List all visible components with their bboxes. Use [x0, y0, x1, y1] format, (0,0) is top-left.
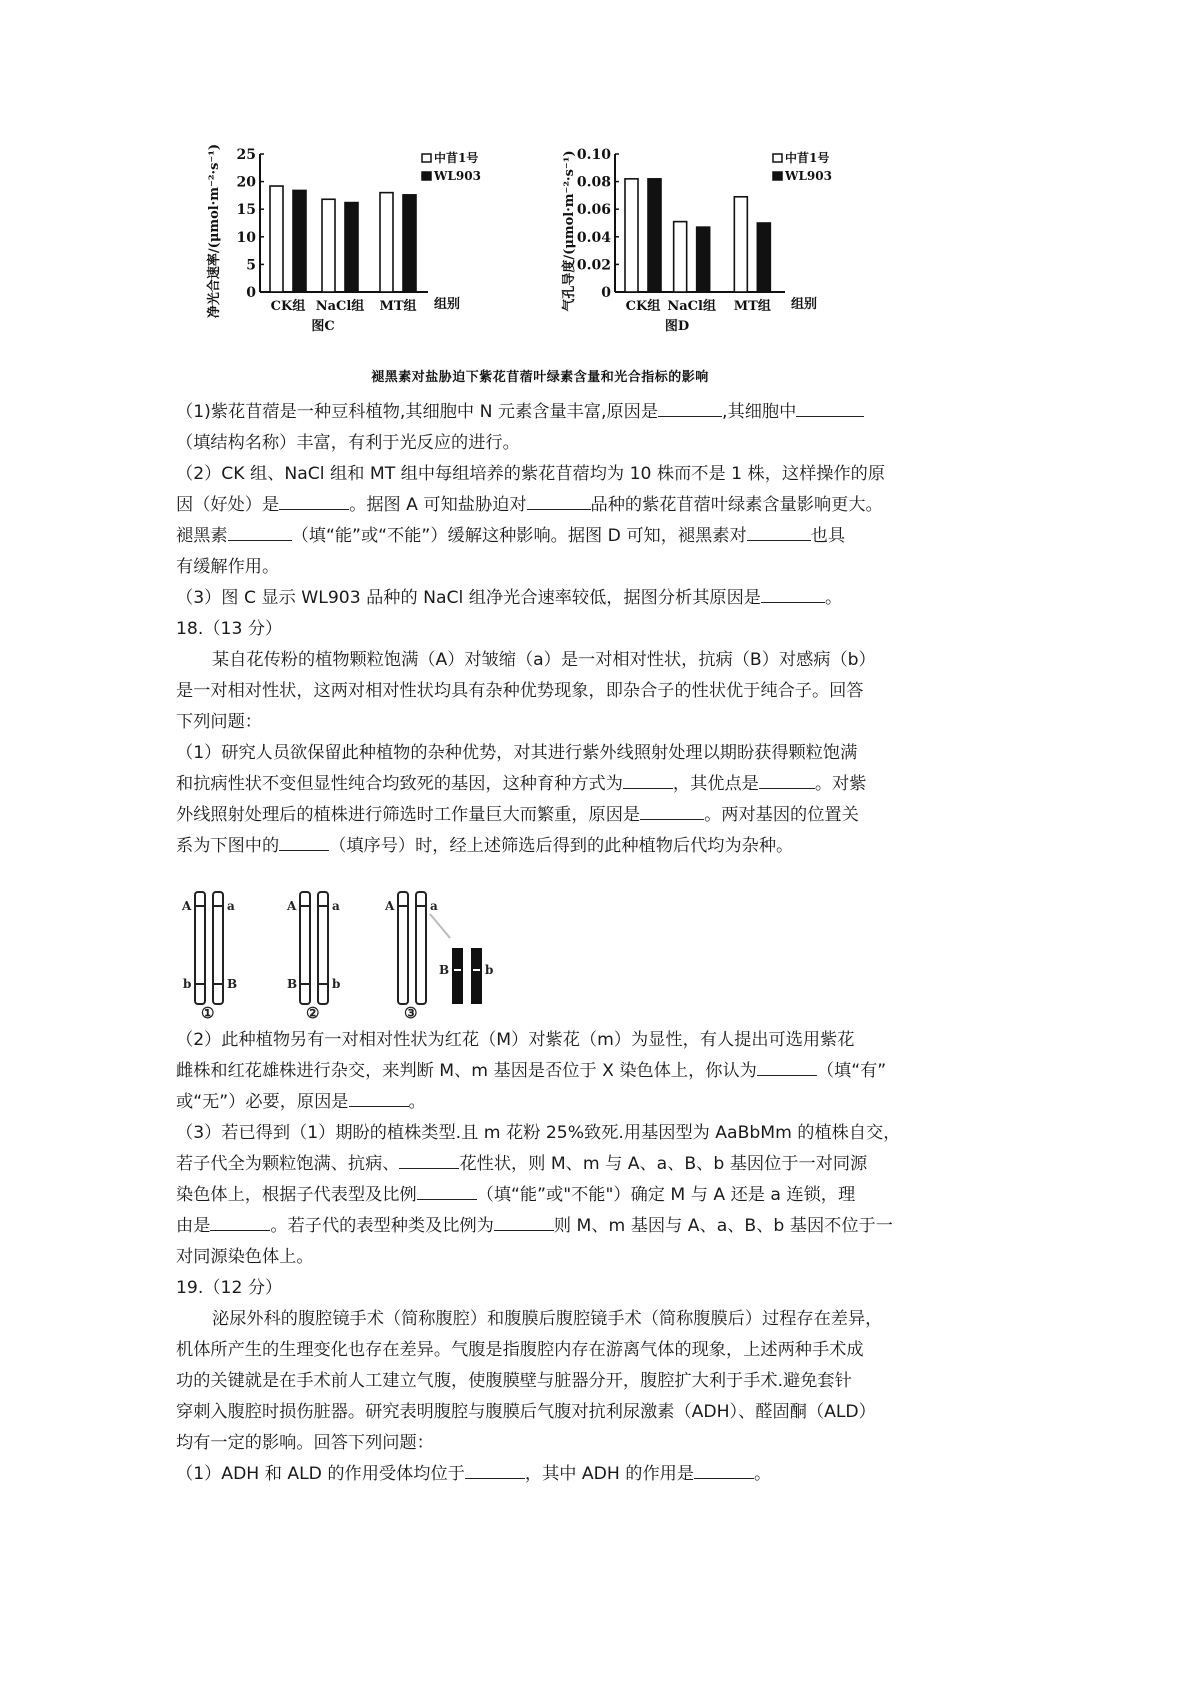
gene-label: B [439, 963, 450, 977]
q18-text: （填“能”或"不能"）确定 M 与 A 还是 a 连锁，理 [476, 1185, 856, 1205]
chromosome [300, 892, 310, 1004]
legend-label: 中苜1号 [785, 151, 830, 165]
chromosome [213, 892, 223, 1004]
q18-text: 。两对基因的位置关 [704, 805, 859, 825]
q18-text: 雌株和红花雄株进行杂交，来判断 M、m 基因是否位于 X 染色体上，你认为 [176, 1061, 757, 1081]
gene-label: a [332, 899, 340, 913]
diagram-2 [286, 892, 340, 1020]
q18-heading: 18.（13 分） [176, 619, 283, 639]
q18-text: 某自花传粉的植物颗粒饱满（A）对皱缩（a）是一对相对性状，抗病（B）对感病（b） [212, 650, 876, 670]
q17-text: （2）CK 组、NaCl 组和 MT 组中每组培养的紫花苜蓿均为 10 株而不是 1 株，这样操作的原 [176, 464, 886, 484]
gene-label: A [182, 899, 192, 913]
gene-label: b [485, 963, 494, 977]
q17-text: （填结构名称）丰富，有利于光反应的进行。 [176, 433, 520, 453]
x-tick-label: NaCl组 [315, 299, 365, 314]
answer-blank[interactable] [658, 399, 722, 417]
q17-text: （填“能”或“不能”）缓解这种影响。据图 D 可知，褪黑素对 [291, 526, 747, 546]
q18-text: 。对紫 [814, 774, 867, 794]
y-tick-label: 0.02 [576, 257, 611, 274]
q19-text: 。 [754, 1464, 772, 1484]
q18-text: ，其优点是 [672, 774, 759, 794]
q18-text: （3）若已得到（1）期盼的植株类型.且 m 花粉 25%致死.用基因型为 AaBbMm 的植株自交， [176, 1123, 901, 1143]
y-tick-label: 0.04 [576, 229, 611, 246]
answer-blank[interactable] [494, 1213, 554, 1231]
chromosome-diagram [180, 890, 520, 1020]
q19-text: 穿刺入腹腔时损伤脏器。研究表明腹腔与腹膜后气腹对抗利尿激素（ADH）、醛固酮（ALD） [176, 1402, 876, 1422]
q18-text: 染色体上，根据子代表型及比例 [176, 1185, 417, 1205]
bar [345, 203, 358, 292]
y-tick-label: 20 [236, 174, 256, 191]
q18-text: 花性状，则 M、m 与 A、a、B、b 基因位于一对同源 [459, 1154, 868, 1174]
answer-blank[interactable] [465, 1461, 525, 1479]
q17-text: （1)紫花苜蓿是一种豆科植物,其细胞中 N 元素含量丰富,原因是 [176, 402, 659, 422]
gene-label: a [227, 899, 235, 913]
q18-text: 系为下图中的 [176, 836, 280, 856]
bar [403, 195, 416, 292]
q18-text: 和抗病性状不变但显性纯合均致死的基因，这种育种方式为 [176, 774, 623, 794]
y-tick-label: 0.06 [576, 202, 611, 219]
q17-text: 。 [824, 588, 843, 608]
bar [734, 197, 747, 292]
bar [625, 179, 638, 292]
q17-text: 。据图 A 可知盐胁迫对 [349, 495, 527, 515]
q17-text: （3）图 C 显示 WL903 品种的 NaCl 组净光合速率较低，据图分析其原因是 [176, 588, 761, 608]
gene-label: B [287, 977, 298, 991]
pointer-line [430, 914, 450, 938]
legend-swatch [422, 172, 431, 180]
chromosome-dark [452, 948, 463, 1004]
legend-swatch [773, 172, 782, 180]
answer-blank[interactable] [417, 1182, 477, 1200]
gene-label: a [430, 899, 438, 913]
chromosome-dark [471, 948, 482, 1004]
figure-caption: 褪黑素对盐胁迫下紫花苜蓿叶绿素含量和光合指标的影响 [371, 370, 709, 385]
answer-blank[interactable] [757, 1058, 817, 1076]
answer-blank[interactable] [279, 492, 349, 510]
q17-text: 褪黑素 [176, 526, 228, 546]
answer-blank[interactable] [761, 585, 825, 603]
legend-label: WL903 [785, 169, 832, 183]
legend-swatch [422, 154, 431, 162]
q19-text: （1）ADH 和 ALD 的作用受体均位于 [176, 1464, 465, 1484]
answer-blank[interactable] [399, 1151, 459, 1169]
x-tick-label: MT组 [379, 299, 417, 314]
q17-text: 也具 [810, 526, 846, 546]
chromosome [318, 892, 328, 1004]
q18-text: 是一对相对性状，这两对相对性状均具有杂种优势现象，即杂合子的性状优于纯合子。回答 [176, 681, 864, 701]
diagram-number: ① [201, 1004, 215, 1020]
q18-text: （填序号）时，经上述筛选后得到的此种植物后代均为杂种。 [329, 836, 794, 856]
answer-blank[interactable] [623, 771, 673, 789]
gene-label: b [332, 977, 341, 991]
answer-blank[interactable] [527, 492, 591, 510]
x-tick-label: CK组 [625, 299, 661, 314]
q18-text: 对同源染色体上。 [176, 1247, 314, 1267]
bar [757, 223, 770, 292]
diagram-number: ② [306, 1004, 320, 1020]
question-18-continued [176, 1025, 1018, 1490]
diagram-1 [181, 892, 237, 1020]
q18-text: （填“有” [816, 1061, 887, 1081]
y-tick-label: 5 [246, 257, 256, 274]
answer-blank[interactable] [694, 1461, 754, 1479]
q18-text: 若子代全为颗粒饱满、抗病、 [176, 1154, 400, 1174]
q17-text: ,其细胞中 [722, 402, 797, 422]
chart-c [200, 140, 530, 370]
y-tick-label: 0 [246, 285, 256, 301]
bar [648, 179, 661, 292]
legend-swatch [773, 154, 782, 162]
y-tick-label: 0.10 [576, 147, 611, 163]
diagram-3 [384, 892, 493, 1020]
x-tick-label: MT组 [733, 299, 771, 314]
x-tick-label: CK组 [270, 299, 306, 314]
y-tick-label: 15 [236, 202, 256, 219]
q19-text: ，其中 ADH 的作用是 [524, 1464, 695, 1484]
chart-title: 图C [311, 319, 335, 334]
gene-label: b [183, 977, 192, 991]
gene-label: A [385, 899, 395, 913]
bar [322, 199, 335, 292]
diagram-number: ③ [404, 1004, 418, 1020]
q19-text: 均有一定的影响。回答下列问题： [176, 1433, 434, 1453]
q19-text: 功的关键就是在手术前人工建立气腹，使腹膜壁与脏器分开，腹腔扩大利于手术.避免套针 [176, 1371, 852, 1391]
y-axis-label: 气孔导度/(μmol·m⁻²·s⁻¹) [562, 150, 577, 312]
q18-text: 则 M、m 基因与 A、a、B、b 基因不位于一 [553, 1216, 893, 1236]
answer-blank[interactable] [796, 399, 864, 417]
chart-d [555, 140, 885, 370]
answer-blank[interactable] [640, 802, 704, 820]
chromosome-diagram-svg [180, 890, 520, 1020]
q18-text: （1）研究人员欲保留此种植物的杂种优势，对其进行紫外线照射处理以期盼获得颗粒饱满 [176, 743, 858, 763]
chart-d-svg [555, 140, 885, 370]
gene-label: A [287, 899, 297, 913]
q18-text: 。若子代的表型种类及比例为 [270, 1216, 494, 1236]
chromosome [416, 892, 426, 1004]
y-tick-label: 0.08 [576, 174, 611, 191]
x-axis-label: 组别 [434, 297, 461, 312]
answer-blank[interactable] [279, 833, 329, 851]
bar [674, 222, 687, 292]
q19-heading: 19.（12 分） [176, 1278, 283, 1298]
answer-blank[interactable] [210, 1213, 270, 1231]
bar [293, 190, 306, 292]
q19-text: 机体所产生的生理变化也存在差异。气腹是指腹腔内存在游离气体的现象，上述两种手术成 [176, 1340, 864, 1360]
q17-text: 因（好处）是 [176, 495, 280, 515]
y-tick-label: 10 [236, 229, 256, 246]
bar [380, 193, 393, 292]
gene-label: B [227, 977, 238, 991]
chromosome [398, 892, 408, 1004]
bar [270, 186, 283, 292]
y-tick-label: 25 [236, 147, 256, 163]
y-tick-label: 0 [601, 285, 611, 301]
q18-text: 或“无”）必要，原因是 [176, 1092, 349, 1112]
q18-text: 下列问题： [176, 712, 262, 732]
answer-blank[interactable] [228, 523, 292, 541]
legend-label: WL903 [434, 169, 481, 183]
q19-text: 泌尿外科的腹腔镜手术（简称腹腔）和腹膜后腹腔镜手术（简称腹膜后）过程存在差异， [212, 1309, 883, 1329]
q18-text: 由是 [176, 1216, 211, 1236]
answer-blank[interactable] [747, 523, 811, 541]
chart-title: 图D [664, 319, 690, 334]
chromosome [195, 892, 205, 1004]
figure-panel [200, 140, 880, 390]
q17-text: 品种的紫花苜蓿叶绿素含量影响更大。 [590, 495, 883, 515]
q18-text: 。 [408, 1092, 426, 1112]
bar [697, 227, 710, 292]
q17-text: 有缓解作用。 [176, 557, 280, 577]
y-axis-label: 净光合速率/(μmol·m⁻²·s⁻¹) [207, 143, 222, 319]
question-17-continued [176, 397, 1018, 862]
legend-label: 中苜1号 [434, 151, 479, 165]
q18-text: 外线照射处理后的植株进行筛选时工作量巨大而繁重，原因是 [176, 805, 641, 825]
answer-blank[interactable] [759, 771, 815, 789]
x-axis-label: 组别 [791, 297, 818, 312]
q18-text: （2）此种植物另有一对相对性状为红花（M）对紫花（m）为显性，有人提出可选用紫花 [176, 1030, 855, 1050]
answer-blank[interactable] [349, 1089, 409, 1107]
x-tick-label: NaCl组 [667, 299, 716, 314]
chart-c-svg [200, 140, 530, 370]
